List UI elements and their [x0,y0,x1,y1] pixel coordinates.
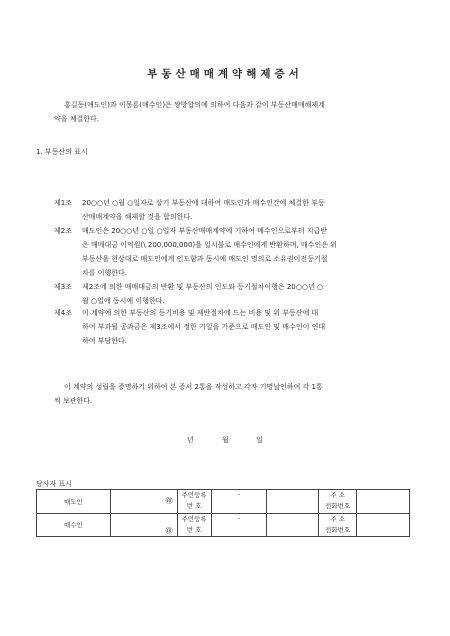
closing-line-1: 이 계약의 성립을 증명하기 위하여 본 증서 2통을 작성하고 각자 기명날인하여 각 1통 [64,383,323,391]
party-role: 매도인 [37,490,111,514]
resident-number-dash: - [237,490,241,498]
section-heading: 1. 부동산의 표시 [36,148,88,156]
article-line: 제2조에 의한 매매대금의 반환 및 부동산의 인도와 등기절차이행은 20○○년 ○ [82,283,324,291]
intro-paragraph [54,98,400,126]
date-month: 월 [222,436,229,444]
article-line: 은 매매대금 이억원(\ 200,000,000)을 일시불로 매수인에게 반환하며, 매수인은 위 [82,241,337,249]
date-year: 년 [187,436,194,444]
date-day: 일 [256,436,263,444]
article-number: 제1조 [54,199,72,207]
table-row [37,513,410,537]
intro-line-2: 약을 체결한다. [54,115,100,123]
resident-number-label: 주민등록 번 호 [177,490,211,514]
resident-number-dash: - [237,513,241,522]
article-line: 하여 부과될 공과금은 제3조에서 정한 기일을 기준으로 매도인 및 매수인이 연대 [82,323,326,331]
article-line: 20○○년 ○월 ○일자로 상기 부동산에 대하여 매도인과 매수인간에 체결한 부동 [82,199,325,207]
party-role: 매수인 [37,513,111,537]
article-line: 월 ○일에 동시에 이행한다. [82,297,165,305]
article-line: 산매매계약을 해제할 것을 합의한다. [82,213,193,221]
seal-mark: ㊞ [165,497,173,506]
article-line: 차를 이행한다. [82,269,128,277]
intro-line-1: 홍길동(매도인)과 이몽룡(매수인)은 쌍방합의에 의하여 다음과 같이 부동산매매해제계 [64,101,325,109]
seal-mark: ㊞ [165,527,173,535]
article-line: 하여 부담한다. [82,337,128,345]
parties-table [36,489,410,537]
closing-line-2: 씩 보관한다. [54,397,93,405]
closing-paragraph [54,380,399,408]
address-phone-label: 주 소 전화번호 [319,513,357,537]
article-number: 제4조 [54,309,72,317]
address-phone-label: 주 소 전화번호 [319,490,357,514]
article-line: 매도인은 20○○년 ○일 ○일자 부동산매매계약에 기하여 매수인으로부터 지급받 [82,227,328,235]
parties-label: 당사자 표시 [36,480,73,488]
article-line: 이 계약에 의한 부동산의 등기비용 및 제반절차에 드는 비용 및 위 부동산에 대 [82,309,319,317]
table-row [37,490,410,514]
article-number: 제3조 [54,283,72,291]
resident-number-label: 주민등록 번 호 [177,513,211,537]
document-title: 부동산매매계약해제증서 [147,68,303,80]
article-number: 제2조 [54,227,72,235]
article-line: 부동산을 현상대로 매도인에게 인도함과 동시에 매도인 명의로 소유권이전등기절 [82,255,328,263]
